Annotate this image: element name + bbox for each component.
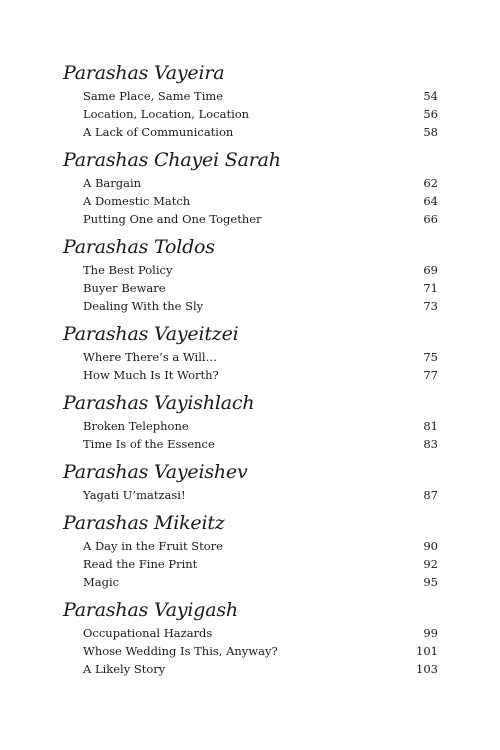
toc-section — [63, 597, 438, 678]
entry-title: Dealing With the Sly — [83, 299, 204, 313]
section-title: Parashas Toldos — [63, 236, 215, 258]
toc-entry — [63, 105, 438, 123]
toc-entry — [63, 297, 438, 315]
entry-title: A Lack of Communication — [83, 125, 234, 139]
entry-page-number: 69 — [423, 263, 438, 277]
entry-page-number: 87 — [423, 488, 438, 502]
entry-title: Whose Wedding Is This, Anyway? — [83, 644, 278, 658]
entry-title: Where There’s a Will… — [83, 350, 218, 364]
toc-entry — [63, 660, 438, 678]
entry-page-number: 90 — [423, 539, 438, 553]
entry-title: Occupational Hazards — [83, 626, 213, 640]
toc-section — [63, 510, 438, 591]
entry-title: Buyer Beware — [83, 281, 166, 295]
toc-entry — [63, 624, 438, 642]
entry-title: A Domestic Match — [83, 194, 191, 208]
toc-entry — [63, 261, 438, 279]
section-title: Parashas Vayeitzei — [63, 323, 239, 345]
toc-section — [63, 321, 438, 384]
entry-page-number: 58 — [423, 125, 438, 139]
toc-section — [63, 459, 438, 504]
entry-title: Broken Telephone — [83, 419, 189, 433]
toc-entry — [63, 174, 438, 192]
entry-page-number: 73 — [423, 299, 438, 313]
entry-page-number: 64 — [423, 194, 438, 208]
toc-entry — [63, 435, 438, 453]
section-title: Parashas Chayei Sarah — [63, 149, 281, 171]
toc-entry — [63, 366, 438, 384]
table-of-contents — [63, 60, 438, 684]
entry-page-number: 92 — [423, 557, 438, 571]
entry-page-number: 83 — [423, 437, 438, 451]
entry-page-number: 75 — [423, 350, 438, 364]
toc-entry — [63, 486, 438, 504]
entry-title: Same Place, Same Time — [83, 89, 224, 103]
entry-title: A Likely Story — [83, 662, 166, 676]
entry-page-number: 62 — [423, 176, 438, 190]
entry-page-number: 103 — [416, 662, 438, 676]
toc-entry — [63, 555, 438, 573]
entry-title: The Best Policy — [83, 263, 173, 277]
toc-entry — [63, 210, 438, 228]
toc-entry — [63, 348, 438, 366]
toc-entry — [63, 279, 438, 297]
toc-entry — [63, 417, 438, 435]
entry-title: Location, Location, Location — [83, 107, 250, 121]
entry-title: Putting One and One Together — [83, 212, 262, 226]
toc-section — [63, 390, 438, 453]
entry-title: Time Is of the Essence — [83, 437, 215, 451]
section-title: Parashas Vayeishev — [63, 461, 248, 483]
section-title: Parashas Vayeira — [63, 62, 225, 84]
entry-page-number: 66 — [423, 212, 438, 226]
entry-page-number: 71 — [423, 281, 438, 295]
toc-section — [63, 234, 438, 315]
entry-page-number: 99 — [423, 626, 438, 640]
entry-title: How Much Is It Worth? — [83, 368, 219, 382]
entry-page-number: 101 — [416, 644, 438, 658]
entry-title: Yagati U’matzasi! — [83, 488, 186, 502]
toc-section — [63, 147, 438, 228]
section-title: Parashas Vayigash — [63, 599, 238, 621]
entry-title: Magic — [83, 575, 120, 589]
toc-entry — [63, 123, 438, 141]
entry-page-number: 54 — [423, 89, 438, 103]
section-title: Parashas Vayishlach — [63, 392, 255, 414]
toc-entry — [63, 642, 438, 660]
entry-page-number: 81 — [423, 419, 438, 433]
entry-title: Read the Fine Print — [83, 557, 198, 571]
toc-section — [63, 60, 438, 141]
toc-entry — [63, 537, 438, 555]
entry-page-number: 56 — [423, 107, 438, 121]
toc-entry — [63, 192, 438, 210]
toc-entry — [63, 573, 438, 591]
entry-title: A Day in the Fruit Store — [83, 539, 223, 553]
entry-page-number: 77 — [423, 368, 438, 382]
toc-entry — [63, 87, 438, 105]
entry-title: A Bargain — [83, 176, 142, 190]
entry-page-number: 95 — [423, 575, 438, 589]
section-title: Parashas Mikeitz — [63, 512, 225, 534]
